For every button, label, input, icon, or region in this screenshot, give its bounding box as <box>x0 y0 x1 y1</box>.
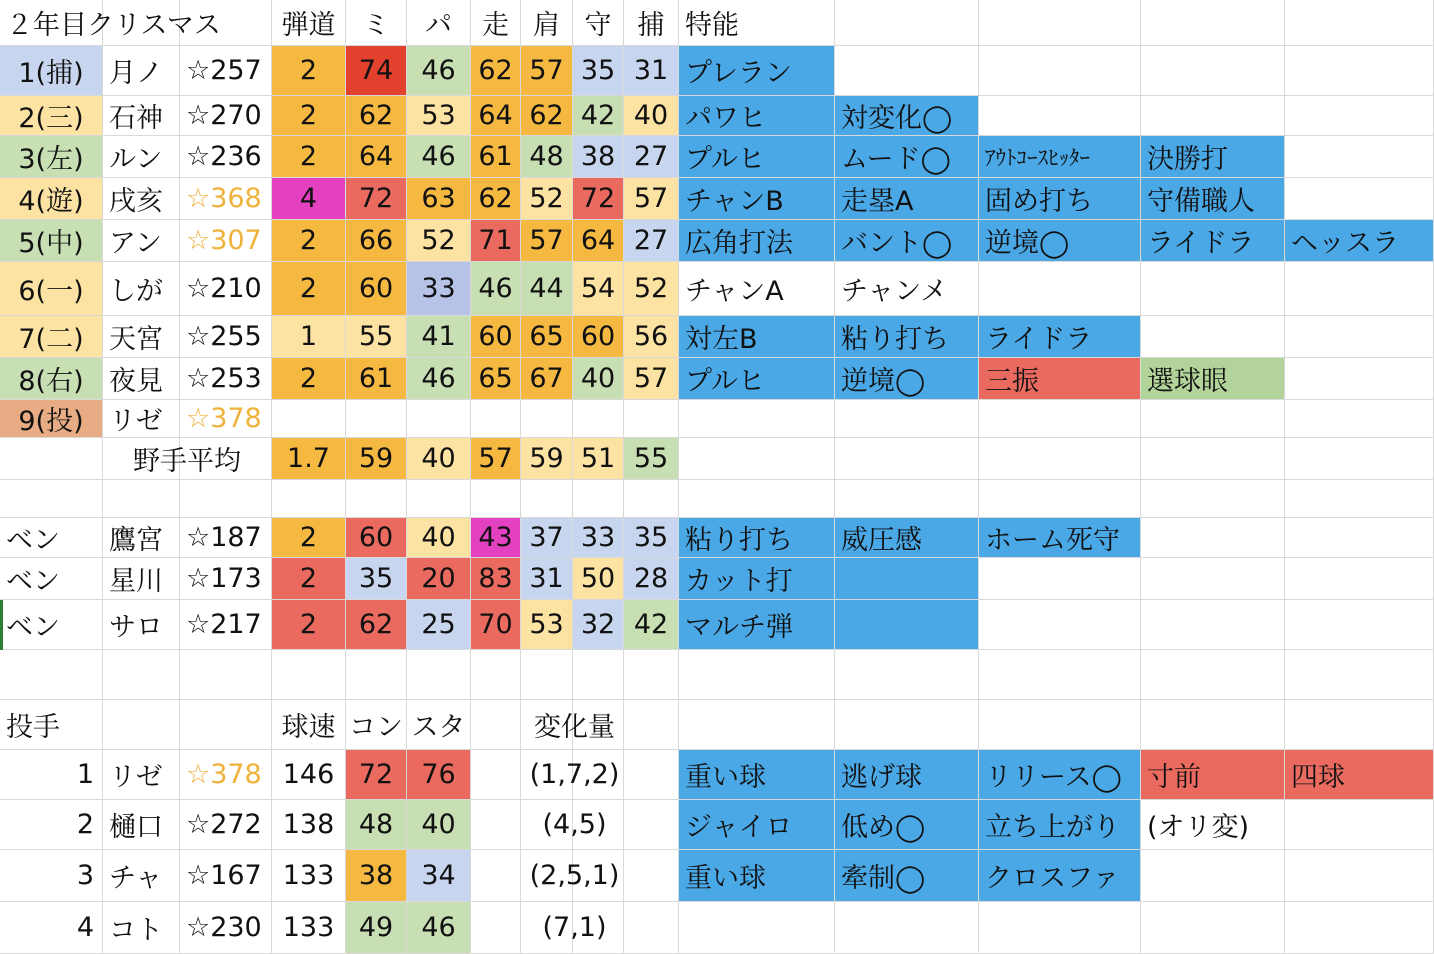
batter-stat[interactable]: 41 <box>407 316 471 358</box>
bench-skill[interactable]: 威圧感 <box>835 518 979 558</box>
bench-skill[interactable] <box>835 558 979 600</box>
batter-skill[interactable]: ヘッスラ <box>1285 220 1434 262</box>
header-cell[interactable]: ミ <box>346 0 407 46</box>
batter-star-rating[interactable]: ☆307 <box>180 220 272 262</box>
batter-stat[interactable]: 27 <box>624 220 679 262</box>
empty-cell[interactable] <box>979 96 1141 136</box>
pitcher-stamina[interactable]: 34 <box>407 850 471 902</box>
batter-position[interactable]: 4(遊) <box>0 178 103 220</box>
empty-cell[interactable] <box>521 400 573 438</box>
header-cell[interactable]: パ <box>407 0 471 46</box>
empty-cell[interactable] <box>1141 316 1285 358</box>
empty-cell[interactable] <box>471 480 521 518</box>
batter-stat[interactable]: 72 <box>346 178 407 220</box>
bench-skill[interactable]: マルチ弾 <box>679 600 835 650</box>
batter-position[interactable]: 1(捕) <box>0 46 103 96</box>
batter-skill[interactable]: 守備職人 <box>1141 178 1285 220</box>
batter-name[interactable]: 月ノ <box>103 46 180 96</box>
batter-stat[interactable]: 55 <box>346 316 407 358</box>
batter-stat[interactable]: 64 <box>471 96 521 136</box>
header-cell[interactable]: 弾道 <box>272 0 346 46</box>
bench-stat[interactable]: 31 <box>521 558 573 600</box>
empty-cell[interactable] <box>407 400 471 438</box>
batter-skill[interactable]: ムード◯ <box>835 136 979 178</box>
batter-stat[interactable]: 65 <box>471 358 521 400</box>
batter-stat[interactable]: 2 <box>272 262 346 316</box>
empty-cell[interactable] <box>679 480 835 518</box>
batter-skill[interactable]: 決勝打 <box>1141 136 1285 178</box>
empty-cell[interactable] <box>407 480 471 518</box>
header-cell[interactable]: 走 <box>471 0 521 46</box>
batter-stat[interactable]: 71 <box>471 220 521 262</box>
batter-stat[interactable]: 35 <box>573 46 624 96</box>
bench-skill[interactable] <box>835 600 979 650</box>
empty-cell[interactable] <box>979 438 1141 480</box>
batter-stat[interactable]: 46 <box>471 262 521 316</box>
empty-cell[interactable] <box>835 700 979 750</box>
batter-position[interactable]: 5(中) <box>0 220 103 262</box>
empty-cell[interactable] <box>1141 262 1285 316</box>
empty-cell[interactable] <box>521 480 573 518</box>
batter-stat[interactable]: 46 <box>407 358 471 400</box>
pitcher-skill[interactable]: リリース◯ <box>979 750 1141 800</box>
batter-stat[interactable]: 60 <box>471 316 521 358</box>
empty-cell[interactable] <box>1285 700 1434 750</box>
batter-stat[interactable]: 60 <box>346 262 407 316</box>
batter-stat[interactable]: 46 <box>407 136 471 178</box>
batter-stat[interactable]: 31 <box>624 46 679 96</box>
batter-stat[interactable]: 2 <box>272 220 346 262</box>
pitcher-breaking[interactable]: (1,7,2) <box>471 750 679 800</box>
average-stat[interactable]: 51 <box>573 438 624 480</box>
empty-cell[interactable] <box>979 600 1141 650</box>
pitcher-star-rating[interactable]: ☆378 <box>180 750 272 800</box>
pitcher-star-rating[interactable]: ☆230 <box>180 902 272 954</box>
batter-stat[interactable]: 2 <box>272 46 346 96</box>
empty-cell[interactable] <box>573 400 624 438</box>
empty-cell[interactable] <box>272 400 346 438</box>
header-cell[interactable]: 守 <box>573 0 624 46</box>
pitcher-name[interactable]: チャ <box>103 850 180 902</box>
batter-stat[interactable]: 38 <box>573 136 624 178</box>
pitcher-skill[interactable]: 牽制◯ <box>835 850 979 902</box>
pitcher-skill[interactable]: ジャイロ <box>679 800 835 850</box>
empty-cell[interactable] <box>471 400 521 438</box>
batter-star-rating[interactable]: ☆255 <box>180 316 272 358</box>
average-stat[interactable]: 40 <box>407 438 471 480</box>
empty-cell[interactable] <box>835 650 979 700</box>
pitcher-skill[interactable]: クロスファ <box>979 850 1141 902</box>
batter-stat[interactable]: 57 <box>624 178 679 220</box>
average-stat[interactable]: 55 <box>624 438 679 480</box>
batter-skill[interactable]: ライドラ <box>1141 220 1285 262</box>
empty-cell[interactable] <box>1285 96 1434 136</box>
empty-cell[interactable] <box>1141 518 1285 558</box>
bench-stat[interactable]: 35 <box>624 518 679 558</box>
batter-skill[interactable]: 逆境◯ <box>835 358 979 400</box>
bench-stat[interactable]: 50 <box>573 558 624 600</box>
batter-name[interactable]: 夜見 <box>103 358 180 400</box>
empty-cell[interactable] <box>979 400 1141 438</box>
batter-skill[interactable]: 広角打法 <box>679 220 835 262</box>
bench-stat[interactable]: 32 <box>573 600 624 650</box>
empty-cell[interactable] <box>1285 178 1434 220</box>
bench-stat[interactable]: 37 <box>521 518 573 558</box>
batter-skill[interactable]: 固め打ち <box>979 178 1141 220</box>
pitcher-breaking[interactable]: (7,1) <box>471 902 679 954</box>
pitcher-velocity[interactable]: 146 <box>272 750 346 800</box>
batter-star-rating[interactable]: ☆210 <box>180 262 272 316</box>
bench-skill[interactable]: 粘り打ち <box>679 518 835 558</box>
batter-skill[interactable]: 三振 <box>979 358 1141 400</box>
empty-cell[interactable] <box>1285 400 1434 438</box>
batter-stat[interactable]: 57 <box>521 220 573 262</box>
batter-stat[interactable]: 64 <box>346 136 407 178</box>
batter-stat[interactable]: 4 <box>272 178 346 220</box>
bench-stat[interactable]: 42 <box>624 600 679 650</box>
empty-cell[interactable] <box>1285 262 1434 316</box>
batter-stat[interactable]: 44 <box>521 262 573 316</box>
pitcher-skill[interactable]: 重い球 <box>679 850 835 902</box>
empty-cell[interactable] <box>624 480 679 518</box>
pitcher-breaking[interactable]: (4,5) <box>471 800 679 850</box>
pitcher-name[interactable]: コト <box>103 902 180 954</box>
batter-stat[interactable]: 48 <box>521 136 573 178</box>
batter-stat[interactable]: 46 <box>407 46 471 96</box>
bench-stat[interactable]: 20 <box>407 558 471 600</box>
bench-skill[interactable]: カット打 <box>679 558 835 600</box>
average-stat[interactable]: 1.7 <box>272 438 346 480</box>
empty-cell[interactable] <box>679 700 835 750</box>
empty-cell[interactable] <box>272 650 346 700</box>
pitcher-name[interactable]: 樋口 <box>103 800 180 850</box>
batter-stat[interactable]: 61 <box>346 358 407 400</box>
batter-skill[interactable]: 対左B <box>679 316 835 358</box>
average-label[interactable]: 野手平均 <box>103 438 272 480</box>
empty-cell[interactable] <box>979 650 1141 700</box>
empty-cell[interactable] <box>1285 0 1434 46</box>
bench-name[interactable]: サロ <box>103 600 180 650</box>
empty-cell[interactable] <box>1141 650 1285 700</box>
bench-stat[interactable]: 70 <box>471 600 521 650</box>
batter-stat[interactable]: 62 <box>521 96 573 136</box>
bench-stat[interactable]: 40 <box>407 518 471 558</box>
breaking-header[interactable]: 変化量 <box>471 700 679 750</box>
pitcher-skill[interactable]: (オリ変) <box>1141 800 1285 850</box>
empty-cell[interactable] <box>1285 518 1434 558</box>
bench-stat[interactable]: 33 <box>573 518 624 558</box>
empty-cell[interactable] <box>679 438 835 480</box>
bench-skill[interactable]: ホーム死守 <box>979 518 1141 558</box>
pitcher-skill[interactable]: 重い球 <box>679 750 835 800</box>
empty-cell[interactable] <box>103 650 180 700</box>
batter-stat[interactable]: 52 <box>521 178 573 220</box>
empty-cell[interactable] <box>835 902 979 954</box>
empty-cell[interactable] <box>1141 850 1285 902</box>
pitcher-stamina[interactable]: 46 <box>407 902 471 954</box>
empty-cell[interactable] <box>573 480 624 518</box>
batter-stat[interactable]: 62 <box>346 96 407 136</box>
empty-cell[interactable] <box>346 650 407 700</box>
batter-stat[interactable]: 2 <box>272 96 346 136</box>
bench-position[interactable]: ベン <box>0 600 103 650</box>
bench-name[interactable]: 鷹宮 <box>103 518 180 558</box>
batter-stat[interactable]: 40 <box>573 358 624 400</box>
batter-stat[interactable]: 65 <box>521 316 573 358</box>
batter-skill[interactable]: チャンB <box>679 178 835 220</box>
control-header[interactable]: コン <box>346 700 407 750</box>
pitcher-skill[interactable]: 立ち上がり <box>979 800 1141 850</box>
velocity-header[interactable]: 球速 <box>272 700 346 750</box>
empty-cell[interactable] <box>103 700 180 750</box>
average-stat[interactable]: 59 <box>346 438 407 480</box>
pitcher-star-rating[interactable]: ☆167 <box>180 850 272 902</box>
empty-cell[interactable] <box>1285 902 1434 954</box>
empty-cell[interactable] <box>180 700 272 750</box>
empty-cell[interactable] <box>1285 480 1434 518</box>
batter-name[interactable]: 戌亥 <box>103 178 180 220</box>
batter-stat[interactable]: 64 <box>573 220 624 262</box>
batter-stat[interactable]: 2 <box>272 136 346 178</box>
batter-stat[interactable]: 53 <box>407 96 471 136</box>
batter-position[interactable]: 6(一) <box>0 262 103 316</box>
batter-stat[interactable]: 2 <box>272 358 346 400</box>
header-cell[interactable]: 特能 <box>679 0 835 46</box>
empty-cell[interactable] <box>1285 438 1434 480</box>
batter-stat[interactable]: 52 <box>624 262 679 316</box>
batter-stat[interactable]: 40 <box>624 96 679 136</box>
pitcher-control[interactable]: 72 <box>346 750 407 800</box>
empty-cell[interactable] <box>1141 438 1285 480</box>
header-cell[interactable]: 肩 <box>521 0 573 46</box>
pitcher-control[interactable]: 49 <box>346 902 407 954</box>
batter-skill[interactable]: ライドラ <box>979 316 1141 358</box>
bench-stat[interactable]: 60 <box>346 518 407 558</box>
batter-name[interactable]: アン <box>103 220 180 262</box>
batter-skill[interactable]: ｱｳﾄｺｰｽﾋｯﾀｰ <box>979 136 1141 178</box>
pitcher-control[interactable]: 38 <box>346 850 407 902</box>
bench-stat[interactable]: 2 <box>272 600 346 650</box>
batter-stat[interactable]: 33 <box>407 262 471 316</box>
bench-stat[interactable]: 83 <box>471 558 521 600</box>
empty-cell[interactable] <box>1141 400 1285 438</box>
pitcher-number[interactable]: 4 <box>0 902 103 954</box>
empty-cell[interactable] <box>979 480 1141 518</box>
batter-name[interactable]: しが <box>103 262 180 316</box>
batter-stat[interactable]: 52 <box>407 220 471 262</box>
empty-cell[interactable] <box>979 46 1141 96</box>
batter-skill[interactable]: プルヒ <box>679 358 835 400</box>
empty-cell[interactable] <box>1285 600 1434 650</box>
bench-stat[interactable]: 25 <box>407 600 471 650</box>
batter-stat[interactable]: 67 <box>521 358 573 400</box>
pitcher-breaking[interactable]: (2,5,1) <box>471 850 679 902</box>
batter-star-rating[interactable]: ☆270 <box>180 96 272 136</box>
empty-cell[interactable] <box>679 902 835 954</box>
batter-stat[interactable]: 60 <box>573 316 624 358</box>
empty-cell[interactable] <box>835 480 979 518</box>
batter-name[interactable]: ルン <box>103 136 180 178</box>
average-stat[interactable]: 59 <box>521 438 573 480</box>
pitcher-skill[interactable]: 四球 <box>1285 750 1434 800</box>
pitcher-velocity[interactable]: 133 <box>272 850 346 902</box>
empty-cell[interactable] <box>679 650 835 700</box>
pitcher-skill[interactable]: 逃げ球 <box>835 750 979 800</box>
bench-stat[interactable]: 43 <box>471 518 521 558</box>
empty-cell[interactable] <box>0 438 103 480</box>
batter-name[interactable]: 石神 <box>103 96 180 136</box>
empty-cell[interactable] <box>346 400 407 438</box>
pitcher-velocity[interactable]: 133 <box>272 902 346 954</box>
batter-stat[interactable]: 62 <box>471 178 521 220</box>
batter-skill[interactable]: 逆境◯ <box>979 220 1141 262</box>
batter-skill[interactable]: 選球眼 <box>1141 358 1285 400</box>
empty-cell[interactable] <box>573 650 624 700</box>
batter-position[interactable]: 7(二) <box>0 316 103 358</box>
empty-cell[interactable] <box>979 262 1141 316</box>
batter-stat[interactable]: 61 <box>471 136 521 178</box>
bench-stat[interactable]: 53 <box>521 600 573 650</box>
batter-star-rating[interactable]: ☆236 <box>180 136 272 178</box>
batter-star-rating[interactable]: ☆253 <box>180 358 272 400</box>
empty-cell[interactable] <box>1141 96 1285 136</box>
pitcher-skill[interactable]: 低め◯ <box>835 800 979 850</box>
batter-skill[interactable]: 粘り打ち <box>835 316 979 358</box>
empty-cell[interactable] <box>979 0 1141 46</box>
batter-stat[interactable]: 66 <box>346 220 407 262</box>
empty-cell[interactable] <box>979 558 1141 600</box>
empty-cell[interactable] <box>1285 800 1434 850</box>
batter-stat[interactable]: 62 <box>471 46 521 96</box>
batter-star-rating[interactable]: ☆257 <box>180 46 272 96</box>
bench-stat[interactable]: 28 <box>624 558 679 600</box>
batter-position[interactable]: 2(三) <box>0 96 103 136</box>
batter-skill[interactable]: プルヒ <box>679 136 835 178</box>
empty-cell[interactable] <box>407 650 471 700</box>
pitcher-number[interactable]: 1 <box>0 750 103 800</box>
empty-cell[interactable] <box>1141 700 1285 750</box>
batter-skill[interactable]: チャンA <box>679 262 835 316</box>
batter-stat[interactable]: 63 <box>407 178 471 220</box>
empty-cell[interactable] <box>180 650 272 700</box>
empty-cell[interactable] <box>1285 46 1434 96</box>
empty-cell[interactable] <box>835 400 979 438</box>
pitcher-number[interactable]: 3 <box>0 850 103 902</box>
batter-stat[interactable]: 27 <box>624 136 679 178</box>
bench-star-rating[interactable]: ☆187 <box>180 518 272 558</box>
batter-stat[interactable]: 57 <box>521 46 573 96</box>
batter-star-rating[interactable]: ☆368 <box>180 178 272 220</box>
bench-position[interactable]: ベン <box>0 558 103 600</box>
empty-cell[interactable] <box>624 400 679 438</box>
average-stat[interactable]: 57 <box>471 438 521 480</box>
empty-cell[interactable] <box>1141 902 1285 954</box>
batter-skill[interactable]: 走塁A <box>835 178 979 220</box>
empty-cell[interactable] <box>471 650 521 700</box>
pitcher-name[interactable]: リゼ <box>103 750 180 800</box>
batter-position[interactable]: 3(左) <box>0 136 103 178</box>
batter-stat[interactable]: 1 <box>272 316 346 358</box>
bench-star-rating[interactable]: ☆217 <box>180 600 272 650</box>
header-cell[interactable]: 捕 <box>624 0 679 46</box>
empty-cell[interactable] <box>679 400 835 438</box>
bench-stat[interactable]: 62 <box>346 600 407 650</box>
batter-position[interactable]: 8(右) <box>0 358 103 400</box>
empty-cell[interactable] <box>521 650 573 700</box>
pitcher-number[interactable]: 2 <box>0 800 103 850</box>
empty-cell[interactable] <box>979 902 1141 954</box>
pitcher-velocity[interactable]: 138 <box>272 800 346 850</box>
batter-stat[interactable]: 54 <box>573 262 624 316</box>
bench-star-rating[interactable]: ☆173 <box>180 558 272 600</box>
empty-cell[interactable] <box>180 480 272 518</box>
empty-cell[interactable] <box>1141 600 1285 650</box>
batter-skill[interactable]: プレラン <box>679 46 835 96</box>
stamina-header[interactable]: スタ <box>407 700 471 750</box>
empty-cell[interactable] <box>1141 0 1285 46</box>
empty-cell[interactable] <box>1285 850 1434 902</box>
batter-stat[interactable]: 56 <box>624 316 679 358</box>
empty-cell[interactable] <box>835 438 979 480</box>
batter-stat[interactable]: 42 <box>573 96 624 136</box>
empty-cell[interactable] <box>0 650 103 700</box>
empty-cell[interactable] <box>346 480 407 518</box>
empty-cell[interactable] <box>1141 558 1285 600</box>
bench-name[interactable]: 星川 <box>103 558 180 600</box>
batter-stat[interactable]: 57 <box>624 358 679 400</box>
bench-stat[interactable]: 2 <box>272 518 346 558</box>
empty-cell[interactable] <box>835 46 979 96</box>
bench-position[interactable]: ベン <box>0 518 103 558</box>
empty-cell[interactable] <box>1285 136 1434 178</box>
batter-skill[interactable]: バント◯ <box>835 220 979 262</box>
empty-cell[interactable] <box>1285 358 1434 400</box>
empty-cell[interactable] <box>979 700 1141 750</box>
empty-cell[interactable] <box>272 480 346 518</box>
sheet-title[interactable]: ２年目クリスマス <box>0 0 272 46</box>
empty-cell[interactable] <box>1285 316 1434 358</box>
batter-stat[interactable]: 72 <box>573 178 624 220</box>
bench-stat[interactable]: 2 <box>272 558 346 600</box>
batter-stat[interactable]: 74 <box>346 46 407 96</box>
batter-position[interactable]: 9(投) <box>0 400 103 438</box>
pitcher-star-rating[interactable]: ☆272 <box>180 800 272 850</box>
pitcher-stamina[interactable]: 76 <box>407 750 471 800</box>
pitcher-header[interactable]: 投手 <box>0 700 103 750</box>
empty-cell[interactable] <box>103 480 180 518</box>
empty-cell[interactable] <box>1141 480 1285 518</box>
batter-name[interactable]: リゼ <box>103 400 180 438</box>
pitcher-control[interactable]: 48 <box>346 800 407 850</box>
batter-skill[interactable]: チャンメ <box>835 262 979 316</box>
pitcher-stamina[interactable]: 40 <box>407 800 471 850</box>
empty-cell[interactable] <box>1285 558 1434 600</box>
batter-name[interactable]: 天宮 <box>103 316 180 358</box>
batter-skill[interactable]: 対変化◯ <box>835 96 979 136</box>
empty-cell[interactable] <box>1141 46 1285 96</box>
pitcher-skill[interactable]: 寸前 <box>1141 750 1285 800</box>
empty-cell[interactable] <box>835 0 979 46</box>
batter-skill[interactable]: パワヒ <box>679 96 835 136</box>
row-selection-marker <box>0 600 3 650</box>
empty-cell[interactable] <box>0 480 103 518</box>
bench-stat[interactable]: 35 <box>346 558 407 600</box>
batter-star-rating[interactable]: ☆378 <box>180 400 272 438</box>
empty-cell[interactable] <box>624 650 679 700</box>
empty-cell[interactable] <box>1285 650 1434 700</box>
